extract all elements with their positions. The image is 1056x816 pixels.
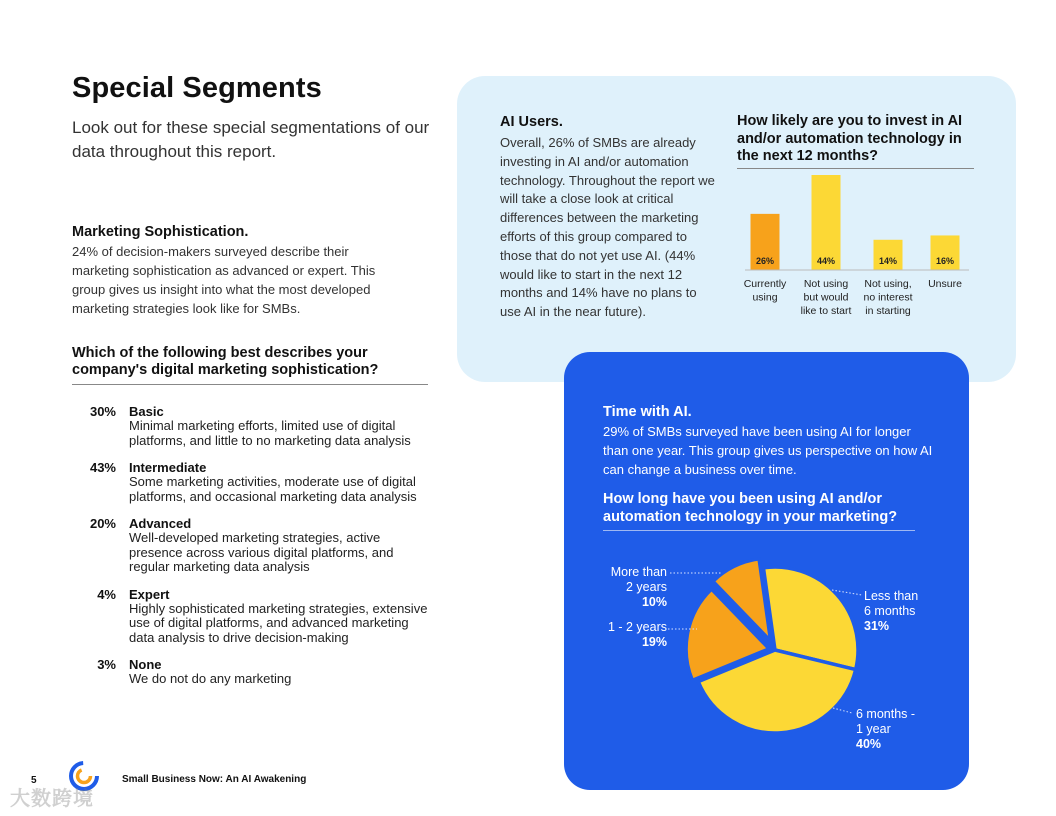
marketing-sophistication-heading: Marketing Sophistication. — [72, 224, 249, 240]
time-with-ai-body: 29% of SMBs surveyed have been using AI for longer than one year. This group gives us perspective on how AI can change a business over time. — [603, 424, 933, 477]
sophistication-question: Which of the following best describes your company's digital marketing sophistication? — [72, 345, 428, 385]
bar-value-label: 14% — [878, 256, 898, 266]
bar-value-label: 44% — [816, 256, 836, 266]
bar-chart-title: How likely are you to invest in AI and/or automation technology in the next 12 months? — [737, 113, 974, 169]
pie-label-more-than-2-years: More than 2 years 10% — [610, 565, 667, 609]
list-item — [72, 404, 432, 448]
watermark: 大数跨境 — [10, 788, 94, 810]
item-percent: 20% — [89, 516, 116, 531]
list-item — [72, 460, 432, 504]
item-title: Advanced — [129, 516, 192, 531]
page-subtitle: Look out for these special segmentations of our data throughout this report. — [72, 118, 430, 161]
time-with-ai-section — [603, 404, 933, 479]
item-title: Expert — [129, 586, 170, 602]
pie-label-less-than-6-months: Less than 6 months 31% — [864, 589, 919, 633]
item-percent: 30% — [89, 404, 116, 419]
report-title: Small Business Now: An AI Awakening — [122, 774, 307, 785]
marketing-sophistication-body: 24% of decision-makers surveyed describe their marketing sophistication as advanced or expert. This group gives us insight into what the most developed marketing strategies look like for SMBs. — [72, 244, 376, 316]
item-description: Well-developed marketing strategies, active presence across various digital platforms, and regular marketing data analysis — [129, 530, 394, 574]
sophistication-list — [72, 404, 432, 699]
ai-users-body: Overall, 26% of SMBs are already investing in AI and/or automation technology. Throughout the report we will take a close look at critical differences between the marketing efforts of this group compared to those that do not yet use AI. (44% would like to start in the next 12 months and 14% have no plans to use AI in the near future). — [500, 135, 715, 320]
item-description: Minimal marketing efforts, limited use of digital platforms, and little to no marketing data analysis — [129, 418, 411, 448]
marketing-sophistication-section — [72, 224, 402, 318]
item-percent: 4% — [97, 586, 116, 602]
list-item — [72, 516, 432, 575]
bar-value-label: 26% — [755, 256, 775, 266]
pie-chart-title: How long have you been using AI and/or automation technology in your marketing? — [603, 491, 915, 531]
pie-label-6-months-1-year: 6 months - 1 year 40% — [856, 707, 916, 751]
list-item — [72, 657, 432, 687]
time-with-ai-heading: Time with AI. — [603, 404, 692, 420]
ai-users-heading: AI Users. — [500, 114, 563, 130]
investment-bar-chart — [737, 168, 977, 324]
item-title: None — [129, 657, 162, 672]
pie-label-1-2-years: 1 - 2 years 19% — [607, 620, 667, 649]
list-item — [72, 587, 432, 646]
bar-value-label: 16% — [935, 256, 955, 266]
item-percent: 3% — [97, 657, 116, 672]
bar-category-label: Currently using — [743, 278, 787, 304]
bar-category-label: Not using but would like to start — [800, 278, 852, 317]
item-percent: 43% — [89, 460, 116, 475]
bar-category-label: Not using, no interest in starting — [863, 278, 913, 317]
item-description: We do not do any marketing — [129, 671, 292, 686]
ai-users-section — [500, 114, 720, 322]
page-number: 5 — [31, 775, 37, 786]
page-title: Special Segments — [72, 72, 322, 104]
item-description: Some marketing activities, moderate use of digital platforms, and occasional marketing data analysis — [129, 474, 417, 504]
item-title: Basic — [129, 404, 164, 419]
bar-category-label: Unsure — [928, 278, 962, 290]
item-description: Highly sophisticated marketing strategies, extensive use of digital platforms, and advanced marketing data analysis to drive decision-making — [129, 600, 428, 645]
item-title: Intermediate — [129, 460, 207, 475]
